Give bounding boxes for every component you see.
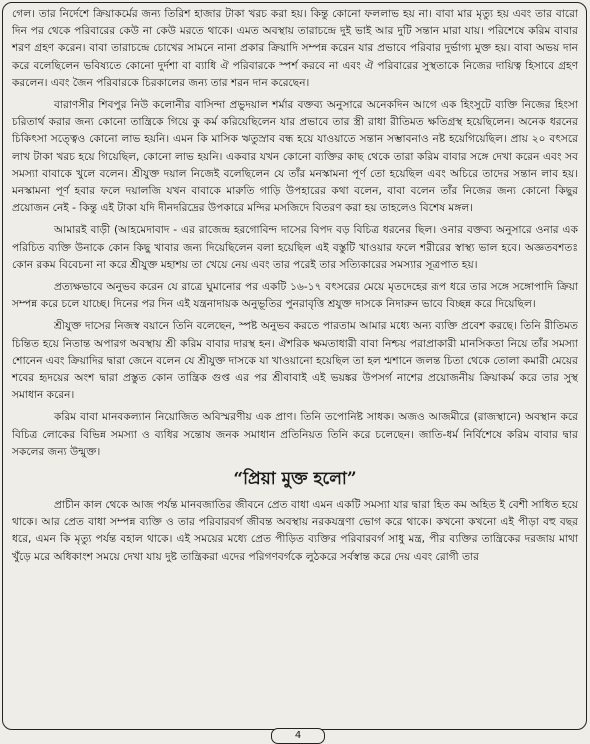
- section-heading: “প্রিয়া মুক্ত হলো”: [233, 469, 357, 490]
- paragraph-2: বারাণসীর শিবপুর নিউ কলোনীর বাসিন্দা প্রভুদয়াল শর্মার বক্তব্য অনুসারে অনেকদিন আগে এক হিংসুটে ব্যক্তি নিজের হিংসা চরিতার্থ করার জন্য কোনো তান্ত্রিকে গিয়ে কু কর্ম করিয়েছিলেন যার প্রভাবে তার স্ত্রী রাধা রীতিমত ক্ষতিগ্রস্থ হয়েছিলেন। অনেক ধরনের চিকিৎসা সত্ত্বেও কোনো লাভ হয়নি। এমন কি মাসিক ঋতুস্রাব বন্ধ হয়ে যাওয়াতে সন্তান সম্ভাবনাও নষ্ট হয়েগিয়েছিল। প্রায় ২০ বৎসরে লাখ টাকা খরচ হয়ে গিয়েছিল, কোনো লাভ হয়নি। একবার যখন কোনো ব্যক্তির কাছ থেকে তারা করিম বাবার সঙ্গে দেখা করেন এবং সব সমস্যা বাবাকে খুলে বলেন। শ্রীযুক্ত দয়াল নিজেই বলেছিলেন যে তাঁর মনস্কামনা পূর্ণ তো হয়েছিল এবং অচিরে তাদের সন্তান লাব হয়। মনস্কামনা পূর্ণ হবার ফলে দয়ালজি যখন বাবাকে মারুতি গাড়ি উপহারের কথা বলেন, বাবা বলেন তাঁর নিজের জন্য কোনো কিছুর প্রয়োজন নেই - কিন্তু এই টাকা যদি দীনদরিদ্রের উপকারে মন্দির মসজিদে বিতরণ করা হয় তাহলেও বিশেষ মঙ্গল।: [12, 99, 578, 215]
- paragraph-6: করিম বাবা মানবকল্যান নিয়োজিত অবিস্মরণীয় এক প্রাণ। তিনি তপোনিষ্ট সাধক। অজও আজমীরে (রাজস্থানে) অবস্থান করে বিচিত্র লোকের বিভিন্ন সমস্যা ও ব্যধির সন্তোষ জনক সমাধান প্রতিনিয়ত তিনি করে চলেছেন। জাতি-ধর্ম নির্বিশেষে করিম বাবার দ্বার সকলের জন্য উন্মুক্ত।: [12, 411, 578, 458]
- paragraph-4: প্রত্যক্ষভাবে অনুভব করেন যে রাত্রে ঘুমানোর পর একটি ১৬-১৭ বৎসরের মেয়ে মৃতদেহের রূপ ধরে তার সঙ্গে সঙ্গোপাদি ক্রিয়া সম্পন্ন করে চলে যাচ্ছে। দিনের পর দিন এই যন্ত্রনাদায়ক অনুভূতির পুনরাবৃত্তি শ্রযুক্ত দাসকে নিদারুন ভাবে বিচ্ছন্ন করে দিয়েছিল।: [12, 281, 578, 311]
- paragraph-3: আমারই বাড়ী (আহমেদাবাদ - এর রাজেন্দ্র হরগোবিন্দ দাসের বিপদ বড় বিচিত্র ধরনের ছিল। ওনার বক্তব্য অনুসারে ওনার এক পরিচিত ব্যক্তি উনাকে কোন কিছু খাবার জন্য দিয়েছিলেন বলা হয়েছিল এই বস্তুটি খাওয়ার ফলে শরীরের স্বাস্থ্য ভাল হবে। অজ্ঞতবশতঃ কোন রকম বিবেচনা না করে শ্রীযুক্ত মহাশয় তা খেয়ে নেয় এবং তার পরেই তার সত্যিকারের সমস্যার সূত্রপাত হয়।: [12, 224, 578, 271]
- page-number: 4: [271, 728, 325, 744]
- paragraph-7: প্রাচীন কাল থেকে আজ পর্যন্ত মানবজাতির জীবনে প্রেত বাধা এমন একটি সমস্যা যার দ্বারা হিত কম অহিত ই বেশী সাধিত হয়ে থাকে। আর প্রেত বাধা সম্পন্ন ব্যক্তি ও তার পরিবারবর্গ জীবন্ত অবস্থায় নরকযন্ত্রণা ভোগ করে থাকে। কখনো কখনো এই পীড়া বহু বছর ধরে, এমন কি মৃত্যু পর্যন্ত বহাল থাকে। এই সময়ের মধ্যে প্রেত পীড়িত ব্যক্তির পরিবারবর্গ সাধু মন্ত্র, পীর ব্যক্তির তান্ত্রিকের দরজায় মাথা খুঁড়ে মরে অধিকাংশ সময়ে দেখা যায় দুষ্ট তান্ত্রিকরা এদের পরিগণবর্গকে লুঠকরে সর্বস্বান্ত করে দেয় এবং রোগী তার: [12, 499, 578, 563]
- paragraph-5: শ্রীযুক্ত দাসের নিজস্ব বয়ানে তিনি বলেছেন, স্পষ্ট অনুভব করতে পারতাম আমার মধ্যে অন্য ব্যক্তি প্রবেশ করছে। তিনি রীতিমত চিন্তিত হয়ে নিতান্ত অপারগ অবস্থায় শ্রী করিম বাবার দারস্থ হন। ঐশরিক ক্ষমতাধারী বাবা নিশ্চয় পরাপ্রাকারী মানসিকতা নিয়ে তাঁর সমস্যা শোনেন এবং ক্রিয়াদির দ্বারা জেনে বলেন যে শ্রীযুক্ত দাসকে যা খাওয়ানো হয়েছিল তা হল শ্মশানে জলন্ত চিতা থেকে তোলা কমারী মেয়ের শবের হৃদয়ের অংশ দ্বারা প্রস্তুত কোন তান্ত্রিক গুপ্ত এর পর শ্রীবাবাই এই ভয়ঙ্কর উপসর্গ নাশের প্রয়োজনীয় ক্রিয়াকর্ম করে তার সুস্থ সমাধান করেন।: [12, 320, 578, 402]
- page-content: [12, 6, 578, 571]
- paragraph-1: গেল। তার নির্দেশে ক্রিয়াকর্মের জন্য তিরিশ হাজার টাকা খরচ করা হয়। কিন্তু কোনো ফললাভ হয় না। বাবা মার মৃত্যু হয় এবং তার বারো দিন পর থেকে পরিবারের কেউ না কেউ মরতে থাকে। এমত অবস্থায় তারাচন্দ্রে দুই ভাই আর দুটি সন্তান মারা যায়। পরিশেষে করিম বাবার শরণ গ্রহণ করেন। বাবা তারাচন্দ্রে চোখের সামনে নানা প্রকার ক্রিয়াদি সম্পন্ন করেন যার প্রভাবে পরিবার দুর্ভাগ্য মুক্ত হয়। বাবা অভয় দান করে বলেছিলেন ভবিষ্যতে কোনো দুর্দশা বা ব্যাধি ঐ পরিবারকে স্পর্শ করবে না এবং ঐ পরিবারের সুস্থতাকে নিজের দায়িত্ব হিসাবে গ্রহণ করলেন। এবং জৈন পরিবারকে চিরকালের জন্য তার শরন দান করেছেন।: [12, 8, 578, 89]
